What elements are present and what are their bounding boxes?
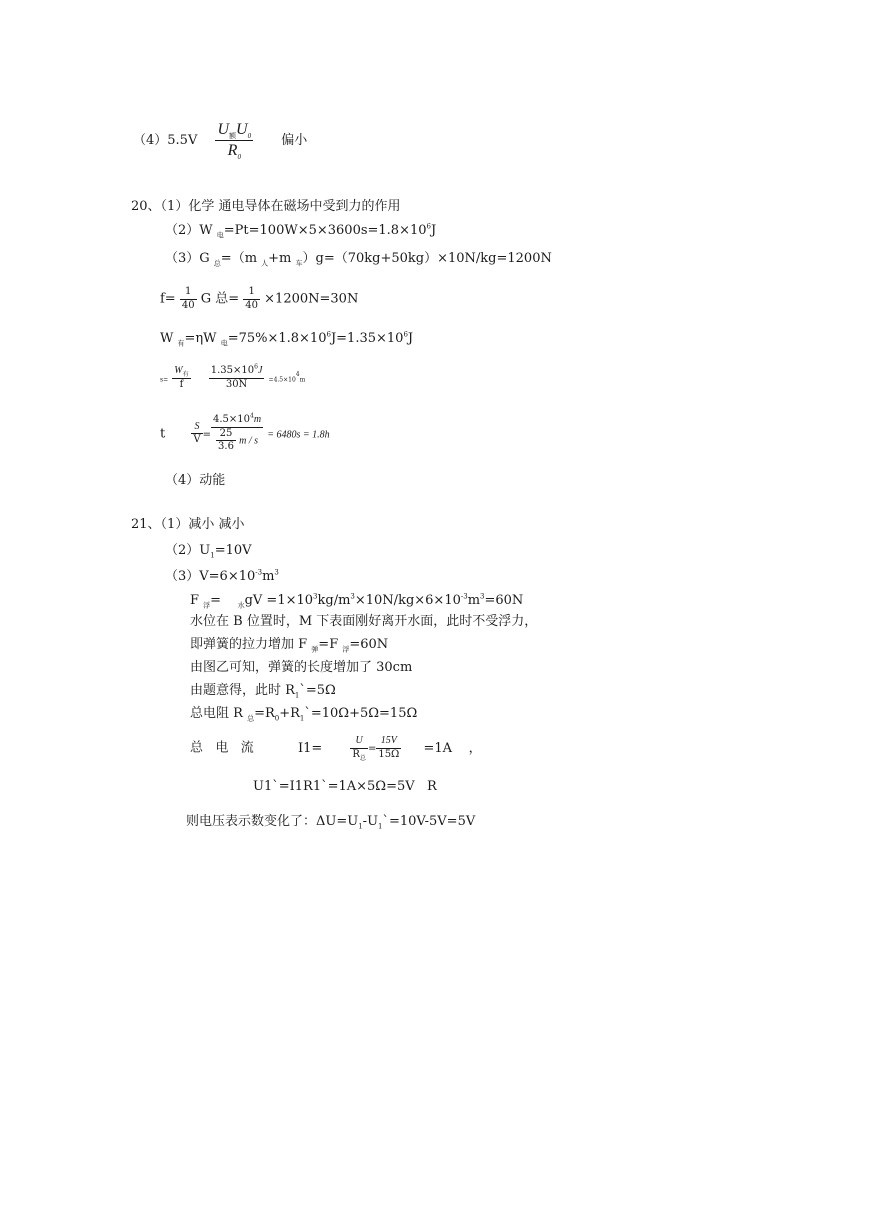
q19-tail: 偏小 [281, 133, 308, 148]
frac-text: U [217, 121, 230, 138]
frac-den: 40 [181, 299, 195, 311]
sub: 浮 [342, 645, 350, 654]
q21-conclusion [186, 814, 476, 831]
text: `=10Ω+5Ω=15Ω [304, 706, 418, 721]
frac-text: 1.35×10 [210, 365, 255, 376]
frac-text: U [236, 121, 248, 138]
sub: 有 [177, 339, 185, 348]
sup: 3 [274, 568, 279, 577]
q19-fraction [215, 120, 253, 161]
frac-num: 1 [185, 286, 192, 297]
text: f= [160, 291, 180, 307]
text: t [160, 426, 166, 442]
q21-heading: 21、（1）减小 减小 [131, 517, 245, 532]
text: `=5Ω [299, 683, 336, 698]
text: W [160, 331, 178, 346]
frac-den: 15Ω [378, 748, 400, 760]
frac-text: m [253, 414, 262, 425]
sup: 3 [350, 592, 355, 601]
q19-label: （4）5.5V [133, 133, 198, 148]
frac-den: 40 [245, 299, 259, 311]
text: =60N [484, 593, 524, 608]
q21-line-2 [165, 543, 252, 560]
text: （3）V=6×10 [165, 569, 256, 584]
q20-heading: 20、（1）化学 通电导体在磁场中受到力的作用 [131, 199, 401, 214]
sub: 水 [237, 601, 245, 610]
text: =10V [214, 543, 252, 558]
text: 总电阻 R [190, 706, 248, 721]
frac-num: 15V [380, 735, 397, 746]
text: ×1200N=30N [264, 291, 359, 307]
frac-num: 1 [248, 286, 255, 297]
q20-work [160, 330, 414, 348]
sup: -3 [255, 568, 263, 577]
sub: 车 [295, 259, 303, 268]
q21-current [190, 735, 482, 761]
frac-den: f [179, 378, 184, 390]
sup: 6 [254, 363, 258, 371]
frac-sub: 0 [247, 132, 252, 141]
sub: 电 [220, 339, 228, 348]
sub: 1 [210, 551, 215, 560]
sup: 4 [295, 371, 300, 379]
sub: 弹 [311, 645, 319, 654]
text: = [210, 593, 238, 608]
text: gV =1×10 [244, 593, 314, 608]
q20-time [160, 414, 330, 454]
text: =（m [220, 251, 262, 266]
q21-p5 [190, 706, 418, 723]
text: m [467, 593, 481, 608]
text: =R [254, 706, 275, 721]
text: 即弹簧的拉力增加 F [190, 637, 312, 652]
text: +m [268, 251, 296, 266]
q21-line-3 [165, 570, 279, 583]
sub: 有 [182, 372, 189, 378]
sub: 电 [216, 231, 224, 240]
sup: 6 [426, 222, 431, 231]
sup: -3 [460, 592, 468, 601]
fraction [376, 735, 401, 761]
frac-num: S [194, 420, 200, 432]
text: `=10V-5V=5V [382, 814, 476, 829]
q21-p4 [190, 683, 336, 700]
text: =75%×1.8×10 [227, 331, 327, 346]
text: = [202, 429, 211, 441]
frac-den: V [193, 434, 201, 446]
sub: 0 [274, 714, 280, 723]
text: 则电压表示数变化了：ΔU=U [186, 814, 359, 829]
frac-text: m / s [239, 435, 259, 446]
frac-sub: 额 [229, 132, 237, 141]
frac-text: R [227, 142, 238, 159]
sub: 总 [359, 754, 366, 762]
text: +R [279, 706, 300, 721]
q21-u1: U1`=I1R1`=1A×5Ω=5V R [253, 779, 437, 794]
text: 总 电 流 [190, 740, 254, 756]
frac-sub: 0 [237, 153, 241, 162]
text: m [262, 569, 275, 584]
text: G 总= [200, 291, 240, 307]
text: = [367, 743, 377, 755]
text: =1A ， [423, 740, 482, 756]
text: -U [362, 814, 379, 829]
nested-fraction [216, 428, 236, 454]
text: F [190, 593, 204, 608]
fraction [172, 365, 190, 391]
q21-p2 [190, 637, 389, 654]
q20-line-3 [165, 251, 552, 268]
fraction [180, 286, 197, 312]
sup: 3 [313, 592, 318, 601]
text: =4.5×10 [268, 376, 296, 384]
q20-distance [160, 365, 305, 391]
q21-p3: 由图乙可知，弹簧的长度增加了 30cm [190, 660, 413, 675]
fraction [191, 421, 202, 447]
q21-p1: 水位在 B 位置时，M 下表面刚好离开水面，此时不受浮力， [190, 614, 538, 629]
text: I1= [297, 740, 323, 756]
text: ）g=（70kg+50kg）×10N/kg=1200N [302, 251, 552, 266]
sub: 总 [213, 259, 221, 268]
frac-text: J [257, 365, 263, 376]
text: J [407, 331, 414, 346]
q21-buoyancy [190, 592, 524, 610]
text: （2）U [165, 543, 211, 558]
sub: 1 [378, 822, 383, 831]
sub: 浮 [203, 601, 211, 610]
sub: 总 [247, 714, 255, 723]
text: kg/m [317, 593, 351, 608]
frac-den: 30N [225, 378, 248, 390]
frac-num: 25 [219, 427, 233, 439]
text: =Pt=100W×5×3600s=1.8×10 [223, 223, 427, 238]
sup: 4 [250, 412, 254, 420]
text: ×10N/kg×6×10 [354, 593, 461, 608]
text: s= [160, 376, 169, 384]
text: =60N [349, 637, 389, 652]
text: = 6480s = 1.8h [267, 429, 330, 441]
sup: 3 [480, 592, 485, 601]
frac-text: R [352, 748, 360, 760]
fraction [209, 365, 265, 391]
q19-line [133, 120, 307, 161]
text: （3）G [165, 251, 214, 266]
fraction [211, 414, 263, 454]
q20-friction [160, 286, 358, 312]
text: J=1.35×10 [330, 331, 404, 346]
q20-line-2 [165, 222, 437, 240]
text: J [430, 223, 437, 238]
sub: 1 [299, 714, 305, 723]
q20-line-4: （4）动能 [165, 473, 226, 488]
text: 由题意得，此时 R [190, 683, 295, 698]
frac-text: W [174, 365, 183, 376]
sub: 人 [261, 259, 269, 268]
frac-text: 4.5×10 [213, 414, 251, 425]
frac-den: 3.6 [218, 441, 234, 452]
text: （2）W [165, 223, 217, 238]
sup: 6 [403, 330, 408, 339]
text: =ηW [184, 331, 221, 346]
fraction [350, 735, 368, 761]
sub: 1 [358, 822, 363, 831]
sub: 1 [294, 691, 300, 700]
sup: 6 [326, 330, 331, 339]
fraction [243, 286, 260, 312]
text: =F [318, 637, 343, 652]
frac-num: U [355, 735, 363, 746]
text: m [299, 376, 306, 384]
